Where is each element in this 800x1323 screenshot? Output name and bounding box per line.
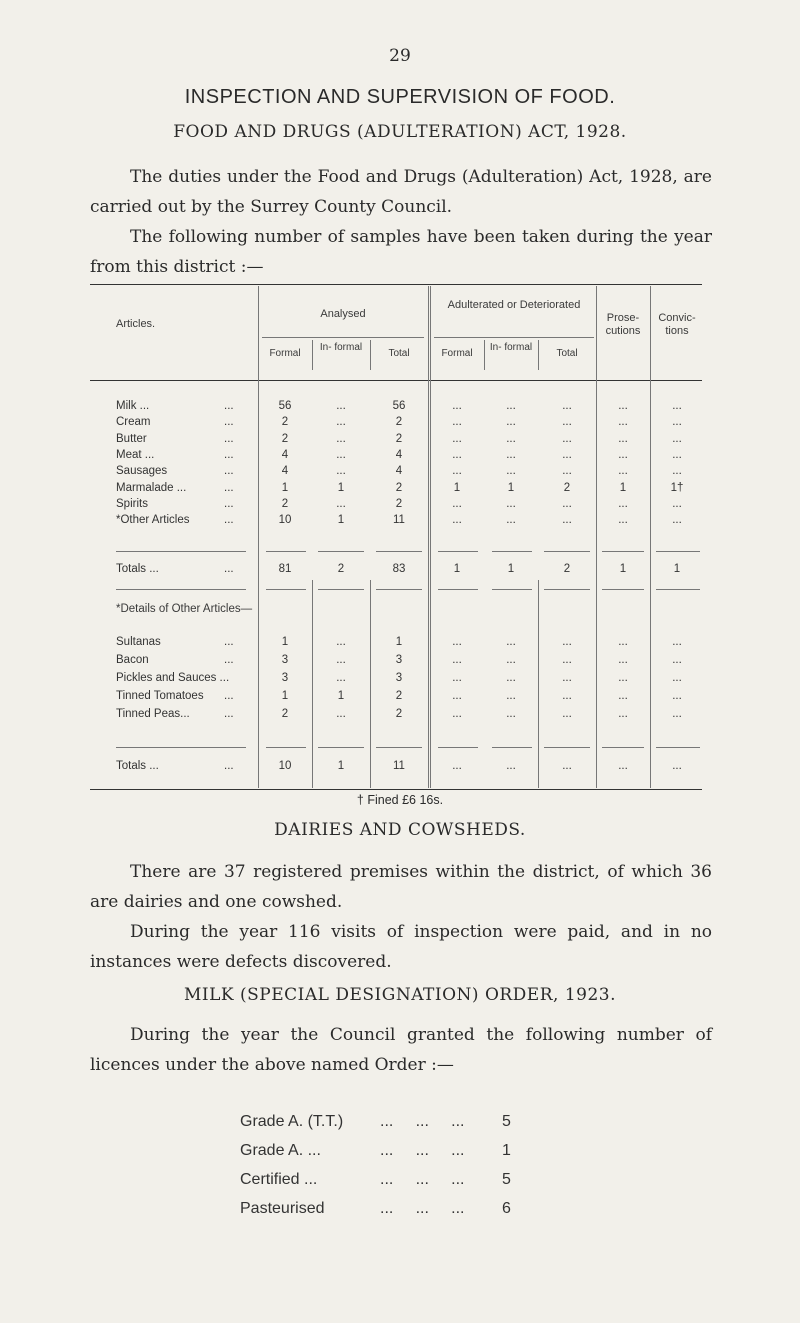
- row-label-text: Totals ...: [116, 760, 159, 772]
- table-cell: ...: [452, 690, 462, 702]
- table-cell: 1: [619, 563, 627, 575]
- grade-value: 5: [502, 1171, 511, 1188]
- table-cell: ...: [562, 432, 572, 445]
- table-cell: ...: [672, 672, 682, 684]
- grade-label: Certified ...: [240, 1171, 318, 1188]
- table-cell: 2: [281, 432, 289, 445]
- grade-value: 6: [502, 1200, 511, 1217]
- table-cell: ...: [452, 760, 462, 772]
- row-label: [116, 708, 234, 720]
- table-cell: 1†: [670, 481, 684, 494]
- table-cell: ...: [452, 654, 462, 666]
- table-cell: ...: [672, 400, 682, 412]
- table-cell: ...: [452, 497, 462, 510]
- grade-row: [240, 1171, 511, 1189]
- table-cell: ...: [452, 432, 462, 445]
- table-cell: ...: [506, 760, 516, 772]
- table-cell: ...: [336, 400, 346, 412]
- table-cell: 2: [563, 563, 571, 575]
- table-bottom-rule: [90, 789, 702, 790]
- table-cell: ...: [452, 708, 462, 720]
- section-title-food-drugs: FOOD AND DRUGS (ADULTERATION) ACT, 1928.: [173, 122, 627, 142]
- table-cell: 10: [278, 514, 292, 527]
- table-cell: ...: [506, 654, 516, 666]
- table-cell: 3: [395, 672, 403, 684]
- table-top-rule: [90, 284, 702, 285]
- table-cell: ...: [506, 448, 516, 461]
- table-cell: 11: [393, 760, 405, 772]
- row-label: [116, 497, 234, 510]
- table-cell: ...: [672, 690, 682, 702]
- row-label: [116, 400, 234, 412]
- table-cell: ...: [618, 448, 628, 461]
- table-cell: ...: [672, 465, 682, 478]
- grade-label: Grade A. (T.T.): [240, 1113, 344, 1130]
- page-number: 29: [389, 46, 411, 66]
- table-cell: ...: [506, 497, 516, 510]
- table-header-rule: [90, 380, 702, 381]
- row-label-dots: ...: [224, 636, 234, 648]
- row-label-dots: ...: [224, 497, 234, 510]
- table-cell: ...: [336, 672, 346, 684]
- table-cell: 2: [563, 481, 571, 494]
- table-cell: 1: [453, 563, 461, 575]
- grade-dots: ... ... ...: [380, 1200, 465, 1217]
- grade-dots: ... ... ...: [380, 1142, 465, 1159]
- table-cell: ...: [562, 672, 572, 684]
- header-analysed-informal: In- formal: [319, 342, 363, 353]
- table-cell: 1: [337, 481, 345, 494]
- footnote: † Fined £6 16s.: [356, 793, 444, 807]
- table-cell: ...: [672, 497, 682, 510]
- table-cell: 1: [507, 563, 515, 575]
- table-cell: 1: [281, 690, 289, 702]
- row-label: [116, 448, 234, 461]
- table-cell: ...: [672, 448, 682, 461]
- table-cell: ...: [452, 514, 462, 527]
- table-cell: ...: [506, 708, 516, 720]
- table-cell: 1: [281, 481, 289, 494]
- table-cell: ...: [618, 690, 628, 702]
- row-label: [116, 465, 234, 478]
- row-label-dots: ...: [224, 514, 234, 527]
- page-title: INSPECTION AND SUPERVISION OF FOOD.: [184, 86, 616, 108]
- details-heading: *Details of Other Articles—: [116, 603, 253, 615]
- table-cell: ...: [618, 432, 628, 445]
- table-cell: ...: [336, 432, 346, 445]
- table-cell: 2: [395, 416, 403, 429]
- table-cell: ...: [336, 708, 346, 720]
- table-cell: ...: [672, 636, 682, 648]
- table-cell: ...: [506, 465, 516, 478]
- row-label-dots: ...: [224, 760, 234, 772]
- row-label-text: Sausages: [116, 465, 168, 478]
- table-cell: ...: [672, 416, 682, 429]
- table-cell: ...: [506, 400, 516, 412]
- row-label-dots: ...: [224, 654, 234, 666]
- row-label-text: Pickles and Sauces ...: [116, 672, 230, 684]
- table-cell: 10: [278, 760, 292, 772]
- section-title-dairies: DAIRIES AND COWSHEDS.: [274, 820, 526, 840]
- header-analysed-total: Total: [388, 348, 410, 359]
- table-cell: 2: [395, 690, 403, 702]
- row-label-text: Sultanas: [116, 636, 161, 648]
- header-adulterated-formal: Formal: [441, 348, 473, 359]
- table-cell: ...: [618, 416, 628, 429]
- table-cell: 2: [395, 497, 403, 510]
- table-cell: ...: [618, 636, 628, 648]
- table-cell: 81: [278, 563, 292, 575]
- table-cell: 11: [393, 514, 405, 527]
- table-cell: ...: [562, 497, 572, 510]
- table-cell: ...: [506, 514, 516, 527]
- row-label-dots: ...: [224, 690, 234, 702]
- dairies-paragraph-2: During the year 116 visits of inspection were paid, and in no instances were defects discovered.: [90, 922, 712, 972]
- row-label-dots: ...: [224, 708, 234, 720]
- row-label: [116, 654, 234, 666]
- header-analysed-formal: Formal: [269, 348, 301, 359]
- table-cell: ...: [452, 448, 462, 461]
- table-cell: ...: [672, 432, 682, 445]
- table-cell: 4: [281, 465, 289, 478]
- row-label-dots: ...: [224, 563, 234, 575]
- row-label: [116, 636, 234, 648]
- table-cell: ...: [672, 654, 682, 666]
- row-label-text: Meat ...: [116, 448, 155, 461]
- table-cell: ...: [618, 708, 628, 720]
- table-cell: 2: [337, 563, 345, 575]
- row-label-dots: ...: [224, 400, 234, 412]
- grade-value: 1: [502, 1142, 511, 1159]
- table-cell: 1: [619, 481, 627, 494]
- row-label-text: Milk ...: [116, 400, 150, 412]
- table-cell: ...: [336, 448, 346, 461]
- table-cell: 2: [395, 432, 403, 445]
- table-cell: ...: [672, 760, 682, 772]
- table-cell: 4: [395, 465, 403, 478]
- table-cell: ...: [562, 636, 572, 648]
- table-cell: 1: [673, 563, 681, 575]
- row-label-text: Bacon: [116, 654, 149, 666]
- row-label: [116, 760, 234, 772]
- row-label: [116, 481, 234, 494]
- row-label: [116, 690, 234, 702]
- table-cell: ...: [506, 672, 516, 684]
- grade-row: [240, 1200, 511, 1218]
- row-label-text: Spirits: [116, 497, 148, 510]
- table-cell: 2: [281, 416, 289, 429]
- grade-label: Grade A. ...: [240, 1142, 321, 1159]
- table-cell: 1: [337, 690, 345, 702]
- grade-label: Pasteurised: [240, 1200, 325, 1217]
- table-cell: ...: [506, 690, 516, 702]
- table-cell: ...: [562, 760, 572, 772]
- row-label-text: Butter: [116, 432, 147, 445]
- header-convictions: Convic- tions: [658, 312, 696, 337]
- table-cell: ...: [562, 416, 572, 429]
- grade-dots: ... ... ...: [380, 1171, 465, 1188]
- table-cell: ...: [336, 636, 346, 648]
- table-cell: 4: [395, 448, 403, 461]
- row-label-text: *Other Articles: [116, 514, 190, 527]
- table-cell: ...: [452, 636, 462, 648]
- table-cell: ...: [336, 465, 346, 478]
- header-prosecutions: Prose- cutions: [605, 312, 641, 337]
- table-cell: ...: [336, 497, 346, 510]
- header-analysed: Analysed: [320, 308, 366, 320]
- table-cell: ...: [562, 465, 572, 478]
- table-cell: ...: [336, 654, 346, 666]
- row-label-dots: ...: [224, 481, 234, 494]
- table-cell: 3: [395, 654, 403, 666]
- row-label-text: Totals ...: [116, 563, 159, 575]
- header-adulterated-total: Total: [556, 348, 578, 359]
- grade-row: [240, 1113, 511, 1131]
- table-cell: 56: [392, 400, 406, 412]
- table-cell: 56: [278, 400, 292, 412]
- table-cell: 4: [281, 448, 289, 461]
- dairies-paragraph-1: There are 37 registered premises within the district, of which 36 are dairies and one cowshed.: [90, 862, 712, 912]
- table-cell: ...: [672, 514, 682, 527]
- table-cell: ...: [672, 708, 682, 720]
- row-label-dots: ...: [224, 448, 234, 461]
- table-cell: ...: [562, 400, 572, 412]
- table-cell: 1: [281, 636, 289, 648]
- milk-paragraph: During the year the Council granted the following number of licences under the above named Order :—: [90, 1025, 712, 1075]
- header-adulterated-informal: In- formal: [489, 342, 533, 353]
- table-cell: ...: [452, 465, 462, 478]
- table-cell: ...: [618, 760, 628, 772]
- row-label-dots: ...: [224, 416, 234, 429]
- table-cell: ...: [618, 497, 628, 510]
- table-cell: ...: [562, 654, 572, 666]
- header-adulterated: Adulterated or Deteriorated: [447, 299, 581, 311]
- table-cell: 2: [281, 497, 289, 510]
- table-cell: ...: [562, 708, 572, 720]
- table-cell: ...: [336, 416, 346, 429]
- table-cell: ...: [562, 448, 572, 461]
- row-label-dots: ...: [224, 432, 234, 445]
- row-label-text: Marmalade ...: [116, 481, 187, 494]
- table-cell: 2: [395, 481, 403, 494]
- table-cell: 1: [507, 481, 515, 494]
- row-label: [116, 514, 234, 527]
- table-cell: ...: [618, 514, 628, 527]
- table-cell: ...: [562, 514, 572, 527]
- grade-dots: ... ... ...: [380, 1113, 465, 1130]
- table-cell: 1: [395, 636, 403, 648]
- row-label-dots: ...: [224, 465, 234, 478]
- row-label-text: Cream: [116, 416, 151, 429]
- table-cell: ...: [452, 416, 462, 429]
- row-label-text: Tinned Peas...: [116, 708, 190, 720]
- table-cell: 2: [395, 708, 403, 720]
- table-cell: ...: [452, 672, 462, 684]
- row-label-text: Tinned Tomatoes: [116, 690, 204, 702]
- table-cell: ...: [562, 690, 572, 702]
- table-cell: ...: [618, 672, 628, 684]
- table-cell: ...: [506, 416, 516, 429]
- section-title-milk-order: MILK (SPECIAL DESIGNATION) ORDER, 1923.: [184, 985, 616, 1005]
- row-label: [116, 672, 229, 684]
- table-cell: 1: [453, 481, 461, 494]
- table-cell: 83: [392, 563, 406, 575]
- table-cell: 2: [281, 708, 289, 720]
- table-cell: ...: [506, 432, 516, 445]
- table-cell: ...: [506, 636, 516, 648]
- table-cell: ...: [618, 400, 628, 412]
- row-label: [116, 416, 234, 429]
- header-articles: Articles.: [116, 318, 156, 330]
- table-cell: ...: [452, 400, 462, 412]
- table-cell: 3: [281, 672, 289, 684]
- table-cell: ...: [618, 465, 628, 478]
- table-cell: 1: [337, 514, 345, 527]
- grade-value: 5: [502, 1113, 511, 1130]
- row-label: [116, 563, 234, 575]
- table-cell: 1: [337, 760, 345, 772]
- table-cell: 3: [281, 654, 289, 666]
- grade-row: [240, 1142, 511, 1160]
- table-cell: ...: [618, 654, 628, 666]
- intro-paragraph-1: The duties under the Food and Drugs (Adulteration) Act, 1928, are carried out by the Surrey County Council.: [90, 167, 712, 217]
- row-label: [116, 432, 234, 445]
- intro-paragraph-2: The following number of samples have been taken during the year from this district :—: [90, 227, 712, 277]
